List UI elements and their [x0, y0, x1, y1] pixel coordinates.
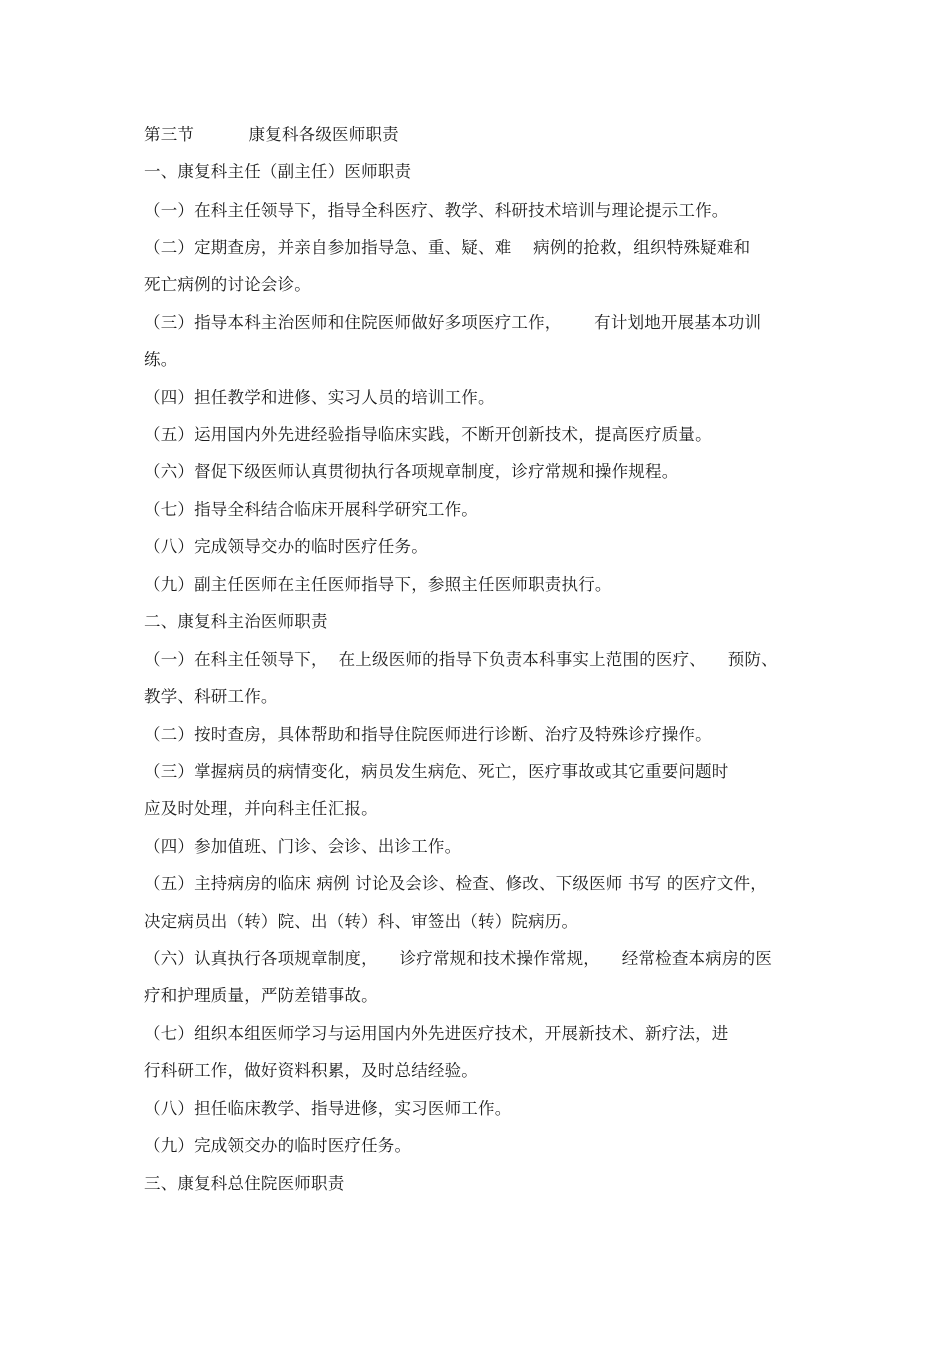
heading-attending-physician: 二、康复科主治医师职责	[144, 612, 328, 631]
paragraph-line: （八）担任临床教学、指导进修，实习医师工作。	[144, 1099, 512, 1118]
heading-chief-resident: 三、康复科总住院医师职责	[144, 1174, 345, 1193]
paragraph-line: （三）掌握病员的病情变化，病员发生病危、死亡，医疗事故或其它重要问题时	[144, 762, 729, 781]
paragraph-line: 决定病员出（转）院、出（转）科、审签出（转）院病历。	[144, 912, 579, 931]
paragraph-line: （五）主持病房的临床 病例 讨论及会诊、检查、修改、下级医师 书写 的医疗文件，	[144, 874, 767, 893]
paragraph-line: （二）定期查房，并亲自参加指导急、重、疑、难 病例的抢救，组织特殊疑难和	[144, 238, 751, 257]
heading-chief-physician: 一、康复科主任（副主任）医师职责	[144, 162, 412, 181]
paragraph-line: 疗和护理质量，严防差错事故。	[144, 986, 378, 1005]
paragraph-line: （六）认真执行各项规章制度， 诊疗常规和技术操作常规， 经常检查本病房的医	[144, 949, 773, 968]
paragraph-line: 死亡病例的讨论会诊。	[144, 275, 311, 294]
paragraph-line: （二）按时查房，具体帮助和指导住院医师进行诊断、治疗及特殊诊疗操作。	[144, 725, 712, 744]
paragraph-line: 教学、科研工作。	[144, 687, 278, 706]
paragraph-line: （五）运用国内外先进经验指导临床实践，不断开创新技术，提高医疗质量。	[144, 425, 712, 444]
paragraph-line: （九）完成领交办的临时医疗任务。	[144, 1136, 412, 1155]
paragraph-line: （七）指导全科结合临床开展科学研究工作。	[144, 500, 478, 519]
paragraph-line: 练。	[144, 350, 178, 369]
paragraph-line: （三）指导本科主治医师和住院医师做好多项医疗工作， 有计划地开展基本功训	[144, 313, 762, 332]
section-title: 第三节 康复科各级医师职责	[144, 125, 399, 144]
paragraph-line: （四）担任教学和进修、实习人员的培训工作。	[144, 388, 495, 407]
paragraph-line: （一）在科主任领导下， 在上级医师的指导下负责本科事实上范围的医疗、 预防、	[144, 650, 778, 669]
paragraph-line: （九）副主任医师在主任医师指导下，参照主任医师职责执行。	[144, 575, 612, 594]
paragraph-line: （七）组织本组医师学习与运用国内外先进医疗技术，开展新技术、新疗法，进	[144, 1024, 729, 1043]
paragraph-line: （八）完成领导交办的临时医疗任务。	[144, 537, 428, 556]
paragraph-line: （六）督促下级医师认真贯彻执行各项规章制度，诊疗常规和操作规程。	[144, 462, 679, 481]
paragraph-line: （一）在科主任领导下，指导全科医疗、教学、科研技术培训与理论提示工作。	[144, 201, 729, 220]
paragraph-line: 行科研工作，做好资料积累，及时总结经验。	[144, 1061, 478, 1080]
paragraph-line: （四）参加值班、门诊、会诊、出诊工作。	[144, 837, 462, 856]
paragraph-line: 应及时处理，并向科主任汇报。	[144, 799, 378, 818]
